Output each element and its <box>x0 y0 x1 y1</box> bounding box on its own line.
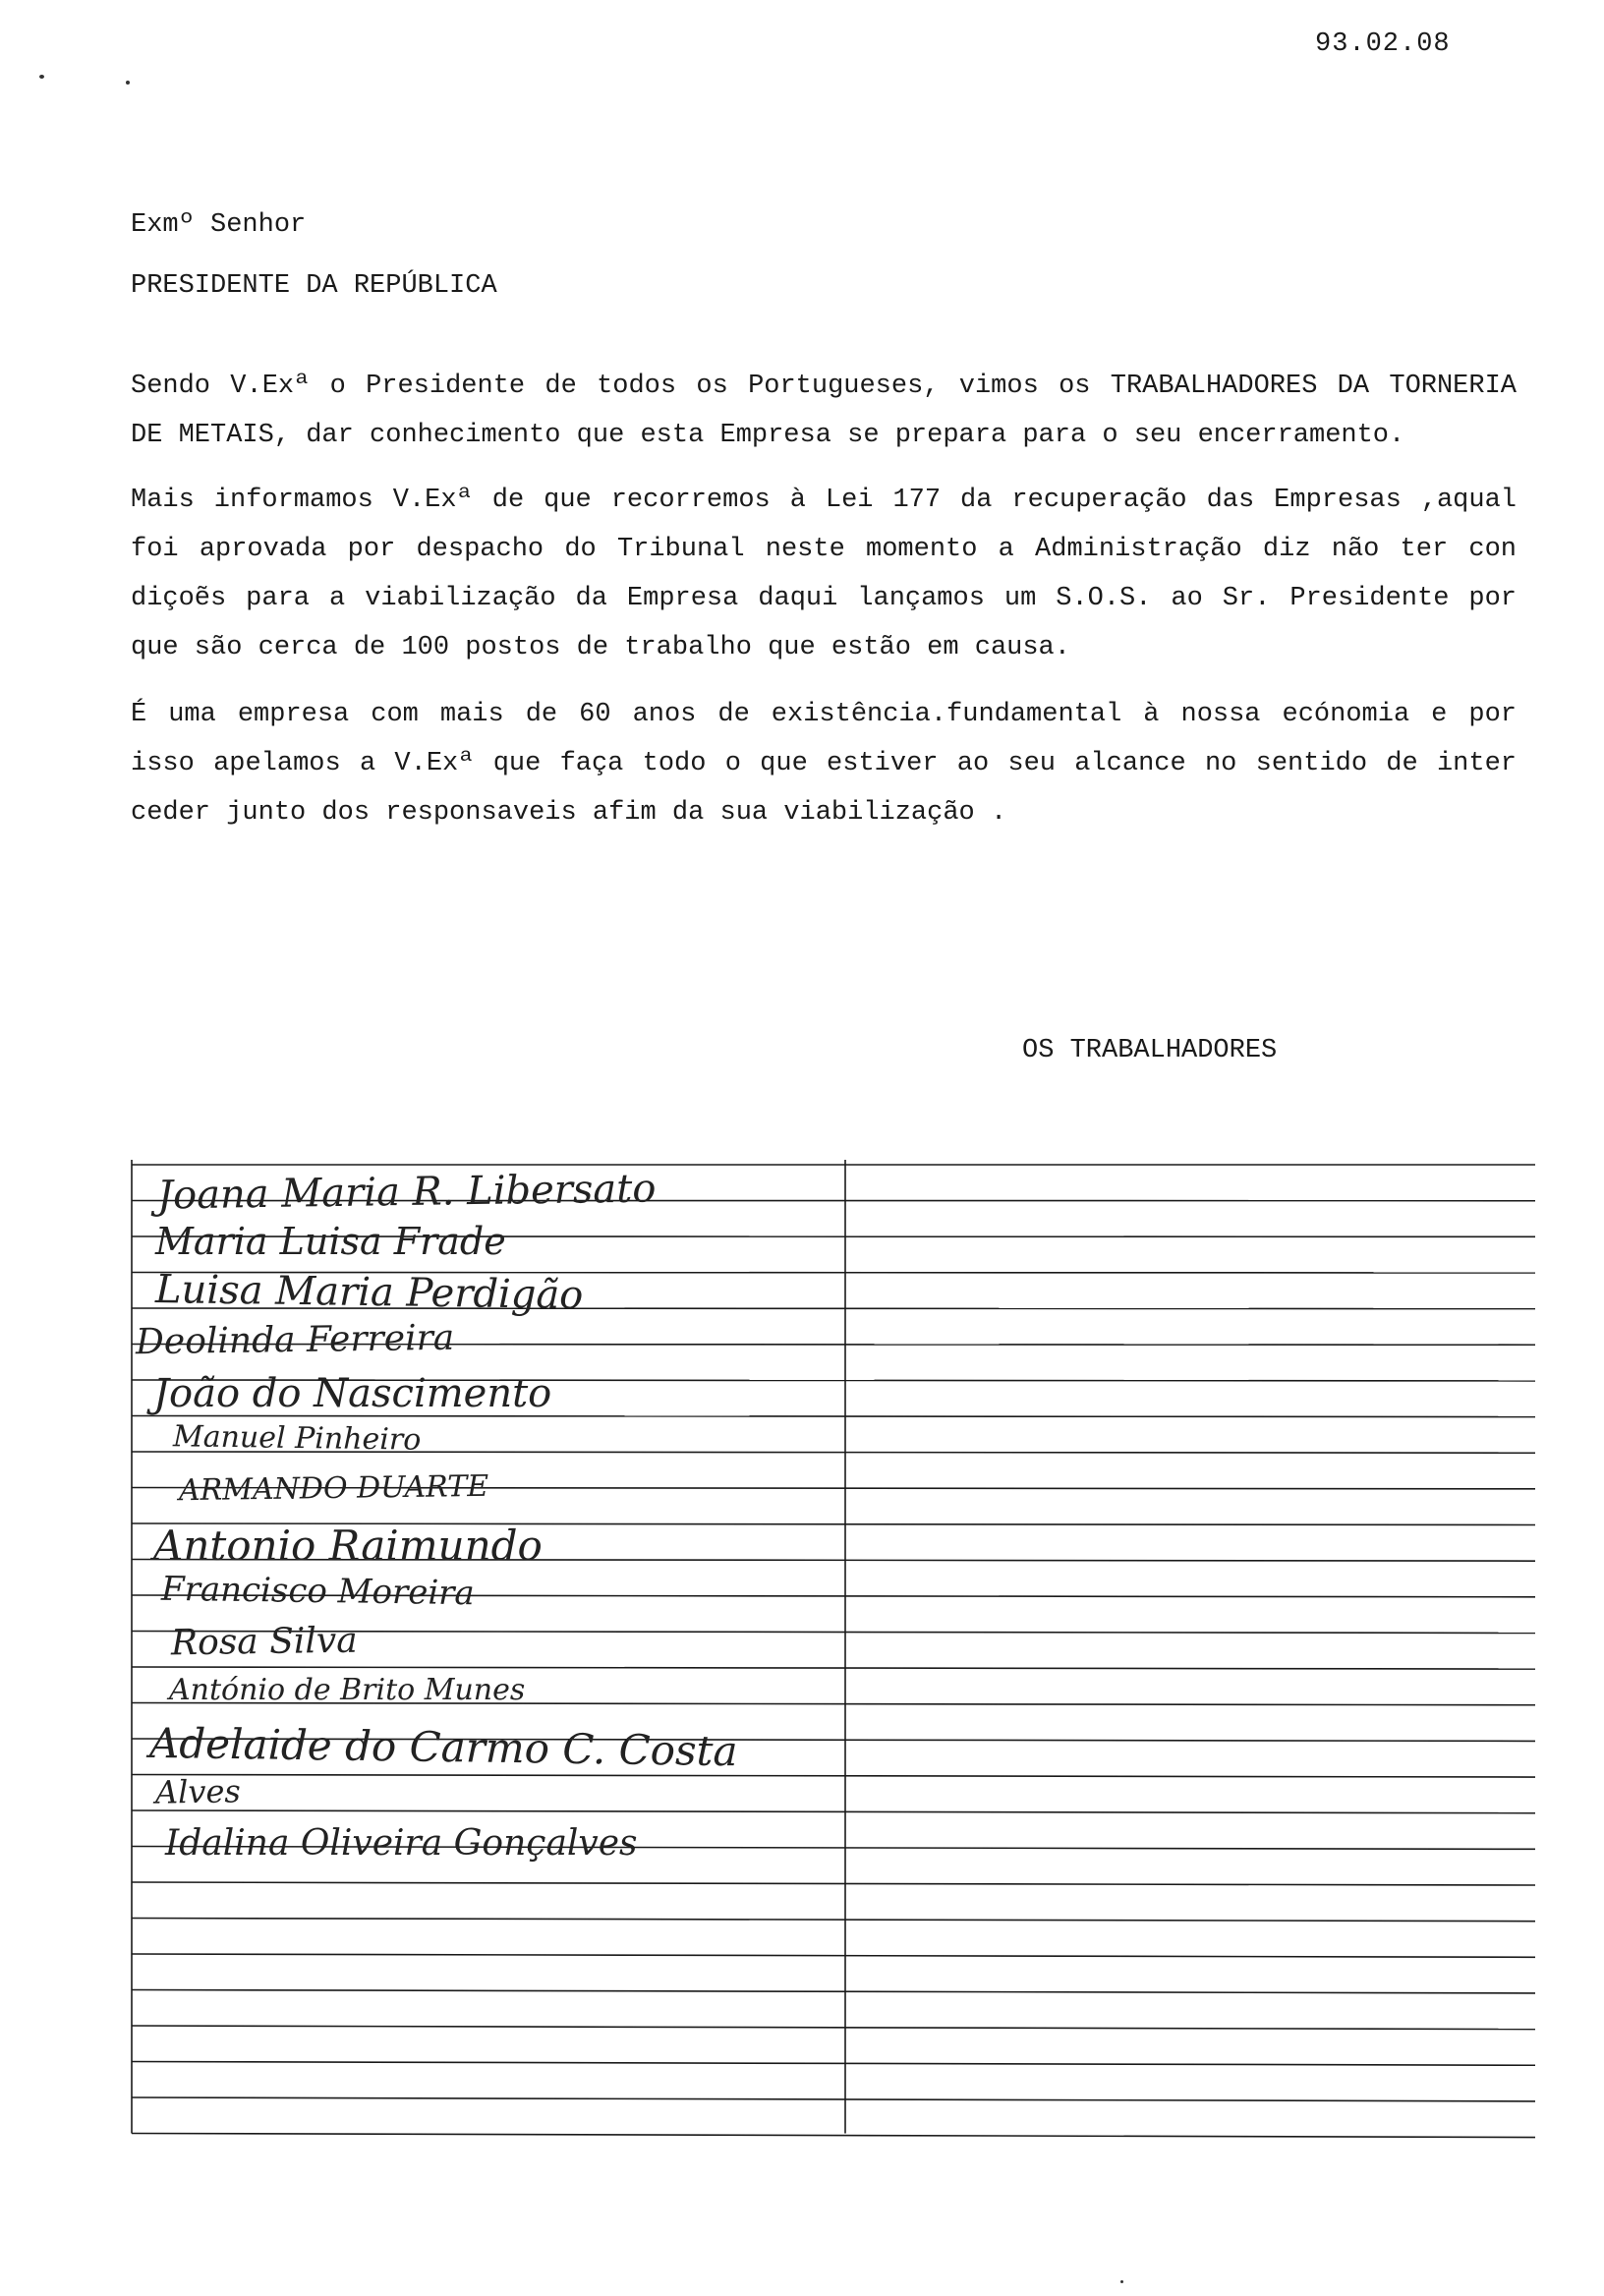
paragraph-1 <box>131 362 1517 460</box>
document-reference-number: 93.02.08 <box>1315 29 1451 59</box>
signature-handwritten: Adelaide do Carmo C. Costa <box>148 1718 738 1775</box>
signature-handwritten: João do Nascimento <box>153 1370 552 1416</box>
table-rule-line <box>132 1810 1535 1813</box>
signature-handwritten: Rosa Silva <box>170 1621 358 1664</box>
signature-handwritten: Joana Maria R. Libersato <box>156 1166 657 1219</box>
table-rule-line <box>132 2026 1535 2030</box>
paragraph-3 <box>131 690 1517 837</box>
paragraph-line: ceder junto dos responsaveis afim da sua viabilização . <box>131 798 1007 828</box>
recipient: PRESIDENTE DA REPÚBLICA <box>131 271 497 301</box>
signature-handwritten: ARMANDO DUARTE <box>178 1468 489 1509</box>
paragraph-line: diçoẽs para a viabilização da Empresa daqui lançamos um S.O.S. ao Sr. Presidente por <box>131 584 1517 613</box>
signature-handwritten: Manuel Pinheiro <box>172 1418 422 1458</box>
paragraph-line: foi aprovada por despacho do Tribunal neste momento a Administração diz não ter con <box>131 535 1517 564</box>
paragraph-line: DE METAIS, dar conhecimento que esta Empresa se prepara para o seu encerramento. <box>131 421 1405 450</box>
closing-signature-heading: OS TRABALHADORES <box>1022 1036 1278 1065</box>
signature-handwritten: António de Brito Munes <box>169 1672 526 1707</box>
table-rule-line <box>132 1990 1535 1993</box>
table-rule-line <box>132 1919 1535 1922</box>
table-rule-line <box>132 2097 1535 2101</box>
paragraph-line: isso apelamos a V.Exª que faça todo o que estiver ao seu alcance no sentido de inter <box>131 749 1517 778</box>
salutation: Exmº Senhor <box>131 210 307 240</box>
table-rule-line <box>132 1775 1535 1778</box>
paragraph-2 <box>131 476 1517 672</box>
signature-handwritten: Luisa Maria Perdigão <box>154 1267 584 1319</box>
paragraph-line: É uma empresa com mais de 60 anos de existência.fundamental à nossa ecónomia e por <box>131 700 1517 729</box>
table-rule-line <box>132 2062 1535 2066</box>
signature-handwritten: Idalina Oliveira Gonçalves <box>165 1822 638 1864</box>
scan-speck <box>1120 2280 1123 2283</box>
paragraph-line: Mais informamos V.Exª de que recorremos à Lei 177 da recuperação das Empresas ,aqual <box>131 486 1517 515</box>
scan-speck <box>126 81 130 85</box>
table-rule-line <box>132 1416 1535 1417</box>
table-rule-line <box>132 2134 1535 2138</box>
paragraph-line: que são cerca de 100 postos de trabalho que estão em causa. <box>131 633 1070 662</box>
table-rule-line <box>132 1954 1535 1957</box>
signature-handwritten: Alves <box>154 1772 242 1811</box>
signature-handwritten: Deolinda Ferreira <box>135 1318 455 1363</box>
scan-speck <box>39 75 44 79</box>
paragraph-line: Sendo V.Exª o Presidente de todos os Portugueses, vimos os TRABALHADORES DA TORNERIA <box>131 372 1517 401</box>
signature-handwritten: Antonio Raimundo <box>153 1521 543 1571</box>
signature-handwritten: Francisco Moreira <box>160 1569 476 1614</box>
signature-handwritten: Maria Luisa Frade <box>155 1220 506 1264</box>
table-rule-line <box>132 1667 1535 1669</box>
table-rule-line <box>132 1882 1535 1885</box>
